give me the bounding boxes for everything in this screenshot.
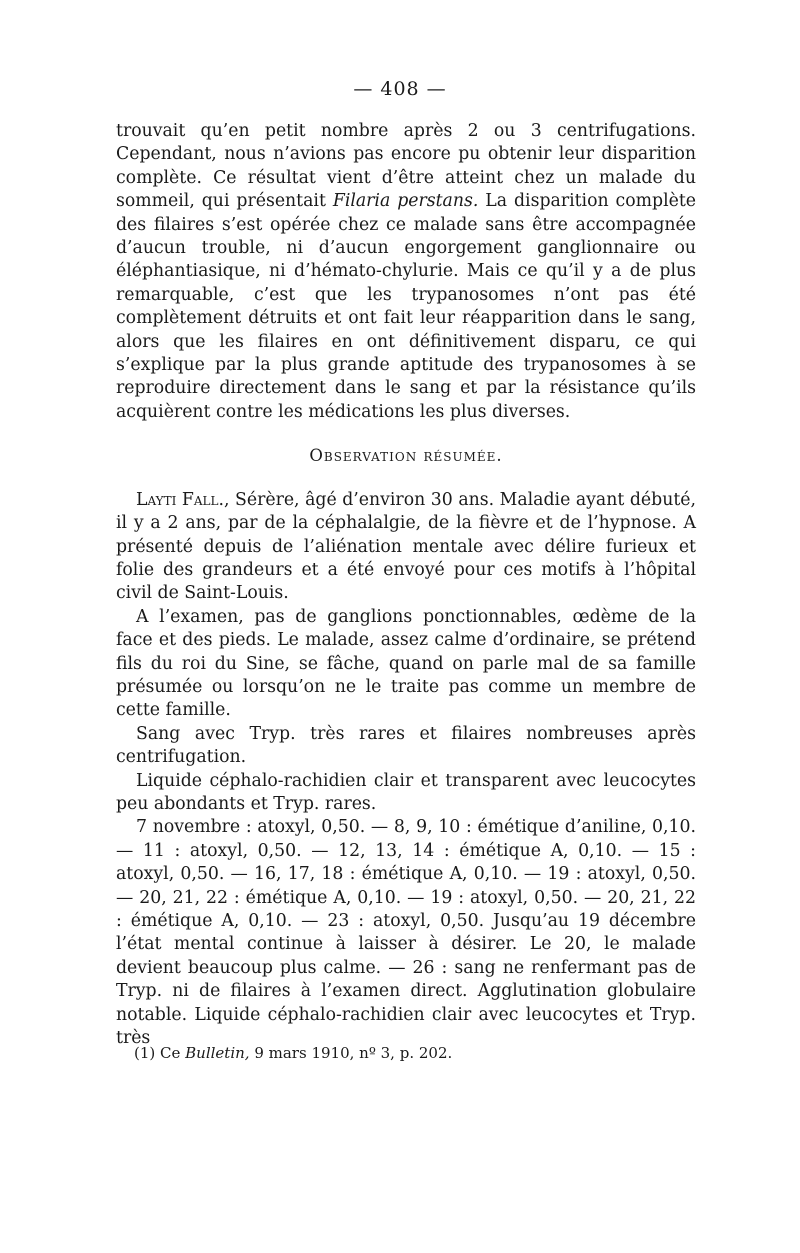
section-heading: Observation résumée.	[309, 446, 503, 466]
observation-examen: A l’examen, pas de ganglions ponctionnables, œdème de la face et des pieds. Le malade, assez calme d’ordinaire, se prétend fils du roi du Sine, se fâche, quand on parle mal de sa famille présumée ou lorsqu’on ne le traite pas comme un membre de cette famille.	[116, 606, 696, 721]
observation-traitement: 7 novembre : atoxyl, 0,50. — 8, 9, 10 : émétique d’aniline, 0,10. — 11 : atoxyl, 0,50. — 12, 13, 14 : émétique A, 0,10. — 15 : atoxyl, 0,50. — 16, 17, 18 : émétique A, 0,10. — 19 : atoxyl, 0,50. — 20, 21, 22 : émétique A, 0,10. — 19 : atoxyl, 0,50. — 20, 21, 22 : émétique A, 0,10. — 23 : atoxyl, 0,50. Jusqu’au 19 décembre l’état mental continue à laisser à désirer. Le 20, le malade devient beaucoup plus calme. — 26 : sang ne renfermant pas de Tryp. ni de filaires à l’examen direct. Agglutination globulaire notable. Liquide céphalo-rachidien clair avec leucocytes et Tryp. très	[116, 817, 696, 1049]
paragraph-intro	[116, 120, 696, 424]
footnote-text-2: 9 mars 1910, nº 3, p. 202.	[249, 1044, 453, 1062]
observation-intro-text: , Sérère, âgé d’environ 30 ans. Maladie ayant débuté, il y a 2 ans, par de la céphalalgie, de la fièvre et de l’hypnose. A présenté depuis de l’aliénation mentale avec délire furieux et folie des grandeurs et a été envoyé pour ces motifs à l’hôpital civil de Saint-Louis.	[116, 489, 696, 604]
footnote-text-1: (1) Ce	[134, 1044, 186, 1062]
observation-intro	[116, 489, 696, 606]
paragraph-intro-text-2: La disparition complète des filaires s’est opérée chez ce malade sans être accompagnée d’aucun trouble, ni d’aucun engorgement ganglionnaire ou éléphantiasique, ni d’hémato-chylurie. Mais ce qu’il y a de plus remarquable, c’est que les trypanosomes n’ont pas été complètement détruits et ont fait leur réapparition dans le sang, alors que les filaires en ont définitivement disparu, ce qui s’explique par la plus grande aptitude des trypanosomes à se reproduire directement dans le sang et par la résistance qu’ils acquièrent contre les médications les plus diverses.	[116, 191, 696, 422]
page-number: — 408 —	[353, 78, 447, 100]
observation-liquide: Liquide céphalo-rachidien clair et transparent avec leucocytes peu abondants et Tryp. rares.	[116, 770, 696, 814]
body-text	[116, 120, 696, 1050]
observation-sang: Sang avec Tryp. très rares et filaires nombreuses après centrifugation.	[116, 723, 696, 768]
patient-name: Layti Fall.	[136, 489, 224, 510]
species-name: Filaria perstans.	[332, 191, 479, 212]
footnote-journal: Bulletin,	[185, 1044, 250, 1062]
footnote	[134, 1043, 452, 1063]
paragraph-intro-text-1: trouvait qu’en petit nombre après 2 ou 3 centrifugations. Cependant, nous n’avions pas encore pu obtenir leur disparition complète. Ce résultat vient d’être atteint chez un malade du sommeil, qui présentait	[116, 121, 696, 212]
